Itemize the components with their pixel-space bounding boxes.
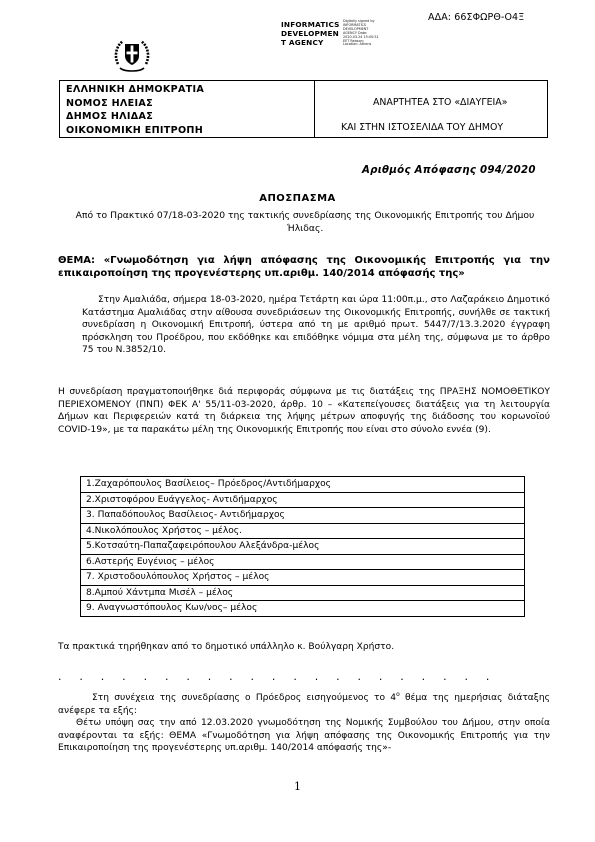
table-row [81,601,525,617]
authority-line: ΔΗΜΟΣ ΗΛΙΔΑΣ [66,111,154,122]
omission-dots: . . . . . . . . . . . . . . . . . . . . . [58,670,497,683]
header-publication [315,81,547,137]
document-title: ΑΠΟΣΠΑΣΜΑ [259,193,336,204]
table-row [81,477,525,493]
greek-emblem-icon [110,34,154,78]
agenda-intro [58,689,550,717]
decision-number: Αριθμός Απόφασης 094/2020 [362,165,536,176]
member-cell: 7. Χριστοδουλόπουλος Χρήστος – μέλος [81,570,525,586]
agency-line-2: DEVELOPMEN [281,29,339,38]
subject-heading: ΘΕΜΑ: «Γνωμοδότηση για λήψη απόφασης της Οικονομικής Επιτροπής για την επικαιροποίηση της προγενέστερης υπ.αριθμ. 140/2014 απόφασής της» [58,255,550,279]
agenda-intro-text: Στη συνέχεια της συνεδρίασης ο Πρόεδρος εισηγούμενος το 4 [92,693,397,704]
page-number: 1 [294,780,301,793]
meeting-paragraph: Στην Αμαλιάδα, σήμερα 18-03-2020, ημέρα Τετάρτη και ώρα 11:00π.μ., στο Λαζαράκειο Δημοτικό Κατάστημα Αμαλιάδας στην αίθουσα συνεδριάσεων της Οικονομικής Επιτροπής, συνήλθε σε τακτική συνεδρίαση η Οικονομική Επιτροπή, ύστερα από τη με αριθμό πρωτ. 5447/7/13.3.2020 έγγραφη πρόσκληση του Προέδρου, που εκδόθηκε και επιδόθηκε νόμιμα στα μέλη της, σύμφωνα με το άρθρο 75 του Ν.3852/10. [82,295,550,356]
member-cell: 6.Αστερής Ευγένιος – μέλος [81,554,525,570]
member-cell: 2.Χριστοφόρου Ευάγγελος- Αντιδήμαρχος [81,492,525,508]
minutes-keeper: Τα πρακτικά τηρήθηκαν από το δημοτικό υπάλληλο κ. Βούλγαρη Χρήστο. [58,642,395,652]
header-table [59,80,548,138]
authority-line: ΝΟΜΟΣ ΗΛΕΙΑΣ [66,97,153,109]
agency-line-3: T AGENCY [281,38,324,47]
member-cell: 1.Ζαχαρόπουλος Βασίλειος– Πρόεδρος/Αντιδήμαρχος [81,477,525,493]
member-cell: 3. Παπαδόπουλος Βασίλειος- Αντιδήμαρχος [81,508,525,524]
table-row [81,523,525,539]
table-row [81,539,525,555]
table-row [81,585,525,601]
member-cell: 9. Αναγνωστόπουλος Κων/νος– μέλος [81,601,525,617]
members-table [80,476,525,617]
table-row [81,554,525,570]
member-cell: 4.Νικολόπουλος Χρήστος – μέλος. [81,523,525,539]
member-cell: 5.Κοτσαύτη-Παπαζαφειρόπουλου Αλεξάνδρα-μέλος [81,539,525,555]
member-cell: 8.Αμπού Χάντμπα Μισέλ – μέλος [81,585,525,601]
ordinal-suffix: ο [396,691,400,698]
publication-website: ΚΑΙ ΣΤΗΝ ΙΣΤΟΣΕΛΙΔΑ ΤΟΥ ΔΗΜΟΥ [341,122,504,133]
legal-basis-paragraph: Η συνεδρίαση πραγματοποιήθηκε διά περιφοράς σύμφωνα με τις διατάξεις της ΠΡΑΞΗΣ ΝΟΜΟΘΕΤΙΚΟΥ ΠΕΡΙΕΧΟΜΕΝΟΥ (ΠΝΠ) ΦΕΚ Α' 55/11-03-2020, άρθρ. 10 – «Κατεπείγουσες διατάξεις για τη λειτουργία Δήμων και Περιφερειών κατά τη διάρκεια της λήψης μέτρων αποφυγής της διάδοσης του κορωνοϊού COVID-19», με τα παρακάτω μέλη της Οικονομικής Επιτροπής που είναι στο σύνολο εννέα (9). [58,387,550,435]
digital-signature-details: Digitally signed by INFORMATICS DEVELOPMENT AGENCY Date: 2020.03.24 15:00:51 EET Reason: Location: Athens [343,19,379,47]
authority-line: ΟΙΚΟΝΟΜΙΚΗ ΕΠΙΤΡΟΠΗ [66,124,204,136]
authority-line: ΕΛΛΗΝΙΚΗ ΔΗΜΟΚΡΑΤΙΑ [66,84,205,95]
table-row [81,508,525,524]
header-authority [60,81,315,137]
table-row [81,570,525,586]
legal-opinion-paragraph: Θέτω υπόψη σας την από 12.03.2020 γνωμοδότηση της Νομικής Συμβούλου του Δήμου, στην οποία αναφέρονται τα εξής: ΘΕΜΑ «Γνωμοδότηση για λήψη απόφασης της Οικονομικής Επιτροπής για την Επικαιροποίηση της προγενέστερης υπ.αριθμ. 140/2014 απόφασής της»- [58,718,550,754]
table-row [81,492,525,508]
agency-signature [281,20,340,47]
publication-diavgeia: ΑΝΑΡΤΗΤΕΑ ΣΤΟ «ΔΙΑΥΓΕΙΑ» [373,97,508,108]
minutes-reference: Από το Πρακτικό 07/18-03-2020 της τακτικής συνεδρίασης της Οικονομικής Επιτροπής του Δήμου Ήλιδας. [75,210,535,234]
discussion-section [58,689,550,755]
agenda-intro-text-end: θέμα της ημερήσιας διάταξης ανέφερε τα εξής: [58,693,550,716]
agency-line-1: INFORMATICS [281,20,340,29]
ada-code: ΑΔΑ: 66ΣΦΩΡΘ-Ο4Ξ [428,12,525,23]
